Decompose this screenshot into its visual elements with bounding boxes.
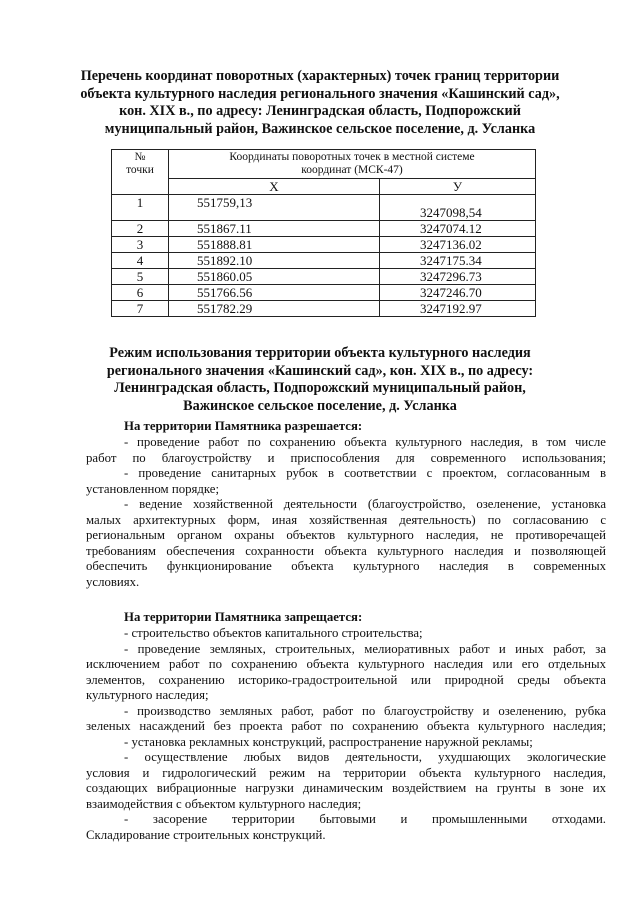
regime-title-line: Важинское сельское поселение, д. Усланка (183, 397, 457, 414)
point-number: 1 (112, 195, 169, 221)
title-line: кон. XIX в., по адресу: Ленинградская область, Подпорожский (119, 103, 521, 119)
x-value: 551759,13 (169, 195, 380, 221)
table-row (112, 195, 536, 221)
x-value: 551782.29 (169, 301, 380, 317)
coordinates-table (111, 149, 536, 317)
forbidden-line: создающих вибрационные нагрузки динамическим воздействием на грунты в зоне их (86, 781, 606, 795)
document-title (60, 68, 580, 138)
x-value: 551892.10 (169, 253, 380, 269)
allowed-section (86, 419, 606, 590)
forbidden-line: - осуществление любых видов деятельности, ухудшающих экологические (124, 750, 606, 764)
allowed-heading: На территории Памятника разрешается: (124, 419, 363, 433)
x-column-header: X (169, 179, 380, 195)
allowed-line: малых архитектурных форм, иная хозяйственная деятельность) по согласованию с (86, 512, 606, 527)
forbidden-section (86, 610, 606, 843)
forbidden-line: культурного наследия; (86, 688, 209, 702)
forbidden-line: Складирование строительных конструкций. (86, 827, 326, 842)
table-subheader-row (112, 179, 536, 195)
regime-title-line: регионального значения «Кашинский сад», кон. XIX в., по адресу: (106, 362, 534, 379)
forbidden-line: элементов, сохранению историко-градостроительной или природной среды объекта (86, 672, 606, 687)
table-row (112, 269, 536, 285)
title-line: Перечень координат поворотных (характерных) точек границ территории (80, 68, 560, 84)
allowed-line: обеспечить функционирование объекта культурного наследия в современных (86, 559, 606, 573)
point-number: 2 (112, 221, 169, 237)
forbidden-line: взаимодействия с объектом культурного наследия; (86, 796, 362, 811)
allowed-line: - проведение санитарных рубок в соответствии с проектом, согласованным в (124, 466, 606, 480)
point-number: 3 (112, 237, 169, 253)
y-value: 3247246.70 (380, 285, 536, 301)
regime-title-line: Ленинградская область, Подпорожский муниципальный район, (114, 380, 526, 396)
allowed-line: - проведение работ по сохранению объекта культурного наследия, в том числе (124, 435, 606, 449)
title-line: объекта культурного наследия регионального значения «Кашинский сад», (80, 85, 560, 102)
table-header-row (112, 150, 536, 179)
allowed-line: работ по благоустройству и приспособления для современного использования; (86, 450, 606, 465)
table-row (112, 301, 536, 317)
y-value: 3247074.12 (380, 221, 536, 237)
table-row (112, 253, 536, 269)
y-value: 3247192.97 (380, 301, 536, 317)
forbidden-line: исключением работ по сохранению объекта культурного наследия или его отдельных (86, 657, 606, 671)
point-number: 5 (112, 269, 169, 285)
point-number-header-line1: № (134, 151, 146, 163)
y-value: 3247296.73 (380, 269, 536, 285)
y-value: 3247175.34 (380, 253, 536, 269)
allowed-line: установленном порядке; (86, 481, 220, 496)
allowed-line: условиях. (86, 574, 140, 589)
title-line: муниципальный район, Важинское сельское поселение, д. Усланка (104, 120, 536, 137)
x-value: 551860.05 (169, 269, 380, 285)
regime-title-line: Режим использования территории объекта культурного наследия (109, 345, 531, 361)
forbidden-line: - строительство объектов капитального строительства; (124, 626, 423, 640)
point-number-header-line2: точки (126, 164, 154, 176)
point-number: 6 (112, 285, 169, 301)
point-number: 4 (112, 253, 169, 269)
point-number: 7 (112, 301, 169, 317)
forbidden-line: условия и гидрологический режим на территории объекта культурного наследия, (86, 765, 606, 780)
forbidden-line: - производство земляных работ, работ по благоустройству и озеленению, рубка (124, 703, 606, 718)
x-value: 551888.81 (169, 237, 380, 253)
forbidden-line: - проведение земляных, строительных, мелиоративных работ и иных работ, за (124, 641, 606, 656)
y-column-header: У (380, 179, 536, 195)
y-value: 3247098,54 (380, 195, 536, 221)
forbidden-line: зеленых насаждений без проекта работ по сохранению объекта культурного наследия; (86, 719, 606, 733)
forbidden-line: - засорение территории бытовыми и промышленными отходами. (124, 812, 606, 826)
table-row (112, 285, 536, 301)
point-number-header (112, 150, 169, 195)
allowed-line: региональным органом охраны объектов культурного наследия, не противоречащей (86, 528, 606, 542)
allowed-line: требованиям обеспечения сохранности объекта культурного наследия и позволяющей (86, 543, 606, 558)
coordinates-header-line2: координат (МСК-47) (301, 164, 403, 176)
forbidden-heading: На территории Памятника запрещается: (124, 610, 363, 624)
allowed-line: - ведение хозяйственной деятельности (благоустройство, озеленение, установка (124, 497, 606, 511)
y-value: 3247136.02 (380, 237, 536, 253)
coordinates-header (169, 150, 536, 179)
x-value: 551766.56 (169, 285, 380, 301)
table-row (112, 221, 536, 237)
table-row (112, 237, 536, 253)
forbidden-line: - установка рекламных конструкций, распространение наружной рекламы; (124, 734, 533, 749)
coordinates-header-line1: Координаты поворотных точек в местной системе (229, 151, 475, 163)
x-value: 551867.11 (169, 221, 380, 237)
regime-title (60, 345, 580, 415)
